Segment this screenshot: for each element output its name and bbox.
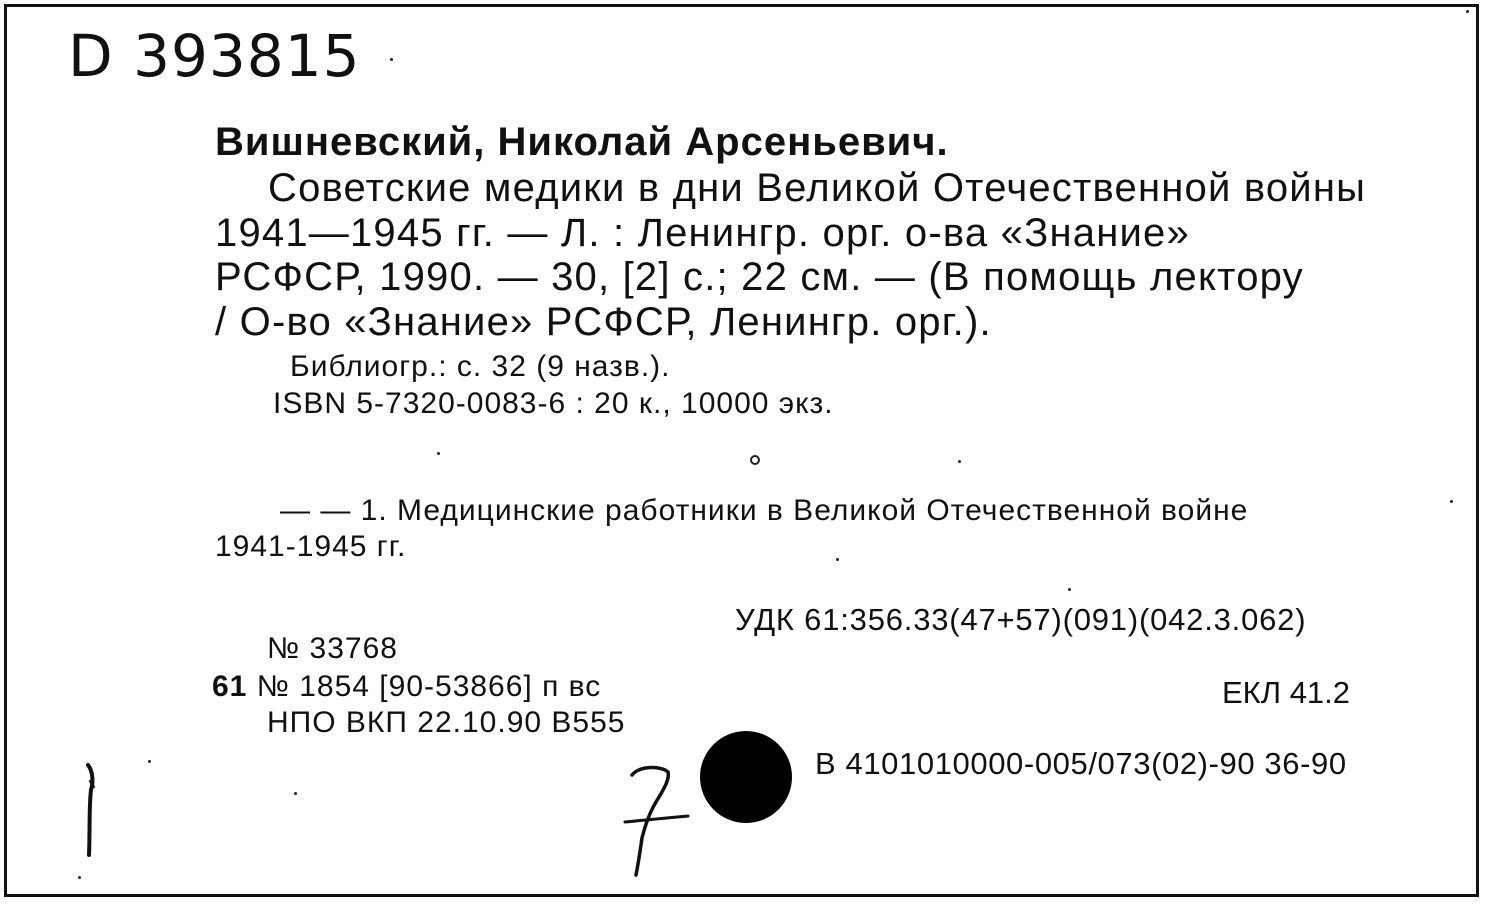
- subject-heading-line: — — 1. Медицинские работники в Великой Отечественной войне: [280, 494, 1249, 527]
- scan-speck: [958, 460, 961, 463]
- scan-speck: [750, 455, 760, 465]
- scan-speck: [1450, 500, 1453, 503]
- print-prefix: 61: [212, 670, 248, 703]
- scan-speck: [148, 760, 151, 763]
- handwritten-stroke-mark: [78, 760, 108, 860]
- printer-line: НПО ВКП 22.10.90 В555: [267, 706, 626, 739]
- scan-speck: [294, 792, 297, 795]
- title-line: Советские медики в дни Великой Отечественной войны: [268, 166, 1367, 210]
- scan-speck: [78, 876, 81, 879]
- publisher-code: В 4101010000-005/073(02)-90 36-90: [815, 746, 1347, 781]
- call-number: D 393815: [68, 22, 361, 90]
- scan-speck: [1068, 588, 1071, 591]
- udk-classification: УДК 61:356.33(47+57)(091)(042.3.062): [735, 602, 1307, 637]
- author-heading: Вишневский, Николай Арсеньевич.: [215, 120, 949, 164]
- card-number: № 33768: [267, 632, 398, 665]
- ekl-classification: ЕКЛ 41.2: [1222, 675, 1351, 710]
- isbn-line: ISBN 5-7320-0083-6 : 20 к., 10000 экз.: [273, 387, 834, 420]
- scan-speck: [836, 558, 839, 561]
- print-number: № 1854 [90-53866] п вс: [256, 670, 602, 703]
- handwritten-seven-mark: [620, 760, 695, 880]
- title-line: 1941—1945 гг. — Л. : Ленингр. орг. о-ва «Знание»: [215, 211, 1190, 255]
- black-dot-mark: [700, 731, 792, 823]
- scan-speck: [1466, 10, 1469, 13]
- title-line: РСФСР, 1990. — 30, [2] с.; 22 см. — (В помощь лектору: [215, 255, 1304, 299]
- subject-heading-line: 1941-1945 гг.: [215, 530, 407, 563]
- scan-speck: [437, 452, 440, 455]
- title-line: / О-во «Знание» РСФСР, Ленингр. орг.).: [215, 300, 992, 344]
- print-number-line: [212, 672, 601, 702]
- bibliography-note: Библиогр.: с. 32 (9 назв.).: [290, 350, 671, 383]
- scan-speck: [390, 58, 393, 61]
